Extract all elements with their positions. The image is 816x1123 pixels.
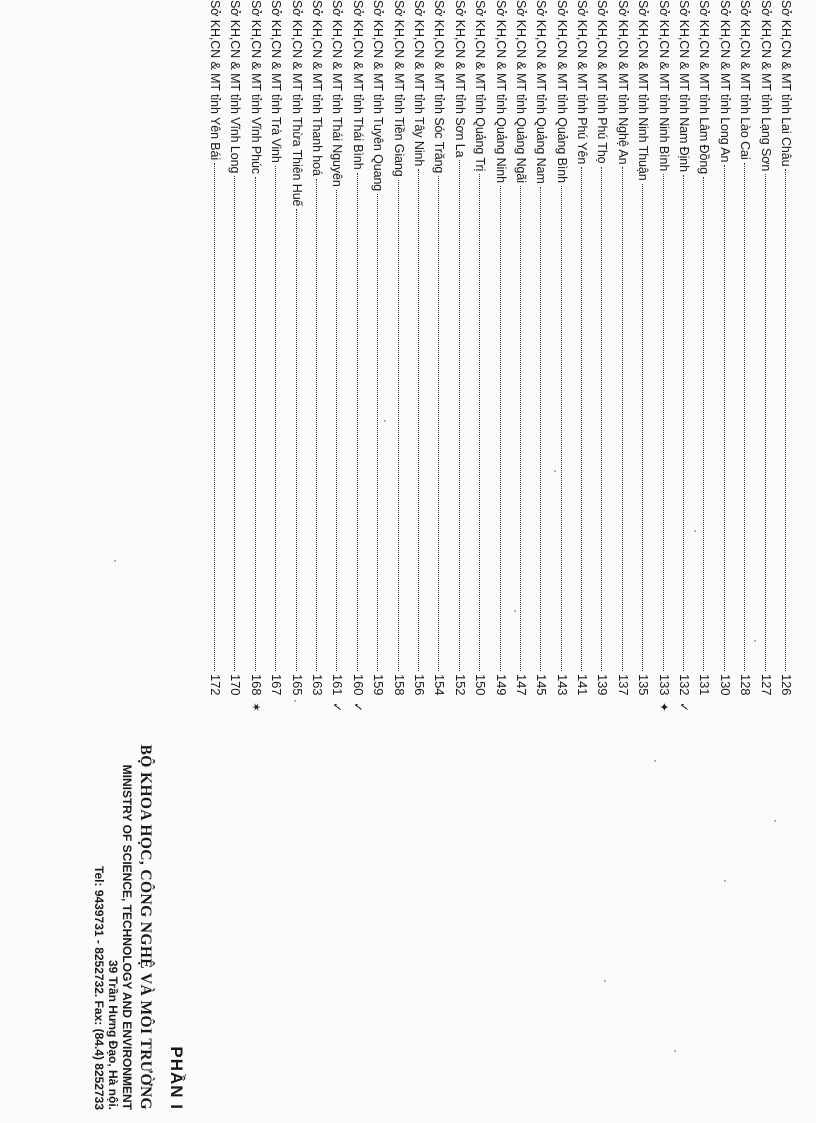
toc-dot-leader: [581, 167, 582, 671]
toc-entry-label: Sở KH,CN & MT tỉnh Lạng Sơn: [758, 0, 773, 172]
scan-speck: [384, 420, 386, 422]
toc-dot-leader: [683, 175, 684, 671]
toc-entry-label: Sở KH,CN & MT tỉnh Thanh hoá: [310, 0, 325, 176]
toc-entry-label: Sở KH,CN & MT tỉnh Sơn La: [452, 0, 467, 158]
toc-entry: [694, 0, 714, 718]
toc-entry: [531, 0, 551, 718]
toc-dot-leader: [744, 163, 745, 671]
scan-speck: [514, 610, 516, 612]
toc-entry-label: Sở KH,CN & MT tỉnh Vĩnh Long: [228, 0, 243, 174]
toc-dot-leader: [540, 187, 541, 671]
toc-entry-label: Sở KH,CN & MT tỉnh Quảng Trị: [473, 0, 488, 172]
toc-entry-label: Sở KH,CN & MT tỉnh Tiền Giang: [391, 0, 406, 177]
toc-entry-label: Sở KH,CN & MT tỉnh Quảng Ngãi: [513, 0, 528, 183]
toc-entry-page: 131: [697, 674, 713, 696]
scan-speck: [294, 700, 296, 702]
handwritten-mark-icon: ✓: [350, 702, 365, 712]
handwritten-mark-icon: ✦: [656, 702, 671, 712]
toc-entry-page: 130: [717, 674, 733, 696]
toc-entry-label: Sở KH,CN & MT tỉnh Nghệ An: [615, 0, 630, 165]
toc-dot-leader: [438, 176, 439, 671]
toc-entry-label: Sở KH,CN & MT tỉnh Quảng Nam: [534, 0, 549, 184]
toc-dot-leader: [663, 174, 664, 671]
toc-entry-page: 147: [513, 674, 529, 696]
toc-entry: [245, 0, 265, 718]
toc-entry: [735, 0, 755, 718]
toc-entry-label: Sở KH,CN & MT tỉnh Long An: [717, 0, 732, 163]
toc-entry: [653, 0, 673, 718]
toc-entry: [776, 0, 796, 718]
toc-entry-page: 163: [310, 674, 326, 696]
toc-entry: [633, 0, 653, 718]
ministry-address: 39 Trần Hưng Đạo, Hà nội.: [106, 959, 120, 1110]
toc-entry-label: Sở KH,CN & MT tỉnh Phú Thọ: [595, 0, 610, 164]
toc-dot-leader: [316, 179, 317, 671]
toc-dot-leader: [724, 165, 725, 671]
toc-entry-page: 161: [330, 674, 346, 696]
toc-dot-leader: [765, 174, 766, 671]
toc-dot-leader: [622, 167, 623, 671]
toc-entry-label: Sở KH,CN & MT tỉnh Quảng Ninh: [493, 0, 508, 183]
toc-entry: [225, 0, 245, 718]
ministry-name-english: MINISTRY OF SCIENCE, TECHNOLOGY AND ENVIRONMENT: [120, 764, 134, 1110]
toc-dot-leader: [459, 160, 460, 671]
toc-entry: [388, 0, 408, 718]
scan-speck: [604, 980, 606, 982]
toc-entry: [286, 0, 306, 718]
toc-entry-page: 149: [493, 674, 509, 696]
toc-entry: [490, 0, 510, 718]
toc-entry: [714, 0, 734, 718]
toc-entry-label: Sở KH,CN & MT tỉnh Vĩnh Phúc: [248, 0, 263, 174]
toc-entry-page: 133: [656, 674, 672, 696]
toc-entry-label: Sở KH,CN & MT tỉnh Sóc Trăng: [432, 0, 447, 174]
toc-entry: [429, 0, 449, 718]
toc-entry-page: 160: [350, 674, 366, 696]
scan-speck: [114, 560, 116, 562]
toc-dot-leader: [296, 209, 297, 671]
toc-entry: [470, 0, 490, 718]
toc-entry: [266, 0, 286, 718]
toc-dot-leader: [642, 184, 643, 671]
toc-entry: [572, 0, 592, 718]
toc-dot-leader: [479, 174, 480, 671]
toc-entry: [551, 0, 571, 718]
scan-speck: [654, 760, 656, 762]
toc-entry-label: Sở KH,CN & MT tỉnh Quảng Bình: [554, 0, 569, 183]
toc-entry-label: Sở KH,CN & MT tỉnh Ninh Thuận: [636, 0, 651, 181]
toc-entry: [327, 0, 347, 718]
toc-entry: [307, 0, 327, 718]
toc-entry-page: 159: [371, 674, 387, 696]
ministry-name-vietnamese: BỘ KHOA HỌC, CÔNG NGHỆ VÀ MÔI TRƯỜNG: [137, 744, 154, 1110]
ministry-contact: Tel: 9439731 - 8252732. Fax: (84.4) 8252733: [92, 866, 106, 1110]
scan-speck: [774, 820, 776, 822]
table-of-contents: [205, 0, 796, 718]
toc-dot-leader: [336, 190, 337, 671]
toc-entry-page: 137: [615, 674, 631, 696]
scan-speck: [694, 530, 696, 532]
toc-dot-leader: [234, 176, 235, 671]
toc-entry-page: 154: [432, 674, 448, 696]
toc-entry: [368, 0, 388, 718]
toc-entry: [409, 0, 429, 718]
toc-entry-page: 139: [595, 674, 611, 696]
toc-entry-page: 128: [738, 674, 754, 696]
toc-entry-label: Sở KH,CN & MT tỉnh Ninh Bình: [656, 0, 671, 172]
toc-entry: [205, 0, 225, 718]
toc-entry-page: 126: [779, 674, 794, 696]
toc-entry-page: 145: [534, 674, 550, 696]
toc-entry: [449, 0, 469, 718]
toc-dot-leader: [785, 169, 786, 671]
scan-speck: [674, 1050, 676, 1052]
toc-entry-label: Sở KH,CN & MT tỉnh Lào Cai: [738, 0, 753, 160]
part-title: PHẦN I: [167, 1046, 186, 1110]
toc-entry-label: Sở KH,CN & MT tỉnh Thái Bình: [350, 0, 365, 170]
toc-entry: [674, 0, 694, 718]
toc-entry-label: Sở KH,CN & MT tỉnh Thừa Thiên Huế: [289, 0, 304, 207]
toc-entry-label: Sở KH,CN & MT tỉnh Thái Nguyên: [330, 0, 345, 187]
toc-entry-page: 156: [411, 674, 427, 696]
toc-entry-page: 167: [269, 674, 285, 696]
toc-entry-page: 132: [677, 674, 693, 696]
scan-speck: [754, 640, 756, 642]
toc-entry-label: Sở KH,CN & MT tỉnh Lâm Đồng: [697, 0, 712, 175]
toc-entry-page: 141: [575, 674, 591, 696]
toc-entry-page: 127: [758, 674, 774, 696]
toc-entry: [592, 0, 612, 718]
toc-entry: [347, 0, 367, 718]
toc-entry-page: 172: [208, 674, 224, 696]
toc-entry-label: Sở KH,CN & MT tỉnh Lai Châu: [779, 0, 793, 167]
toc-entry-label: Sở KH,CN & MT tỉnh Nam Định: [677, 0, 692, 172]
toc-entry-label: Sở KH,CN & MT tỉnh Phú Yên: [575, 0, 590, 165]
toc-entry-page: 165: [289, 674, 305, 696]
toc-entry-label: Sở KH,CN & MT tỉnh Trà Vinh: [269, 0, 284, 163]
handwritten-mark-icon: ✶: [248, 702, 263, 712]
toc-entry-page: 170: [228, 674, 244, 696]
ministry-block: [92, 650, 186, 1110]
toc-entry-label: Sở KH,CN & MT tỉnh Tuyên Quang: [371, 0, 386, 192]
toc-dot-leader: [418, 169, 419, 671]
toc-dot-leader: [561, 186, 562, 671]
toc-dot-leader: [275, 166, 276, 671]
toc-entry-page: 152: [452, 674, 468, 696]
toc-entry: [755, 0, 775, 718]
toc-dot-leader: [601, 167, 602, 671]
toc-entry: [612, 0, 632, 718]
toc-entry-page: 143: [554, 674, 570, 696]
scan-speck: [554, 470, 556, 472]
toc-dot-leader: [357, 173, 358, 671]
scan-speck: [724, 880, 726, 882]
toc-entry-page: 150: [473, 674, 489, 696]
toc-entry-label: Sở KH,CN & MT tỉnh Yên Bái: [208, 0, 223, 161]
toc-dot-leader: [520, 186, 521, 671]
toc-entry-page: 158: [391, 674, 407, 696]
toc-dot-leader: [214, 163, 215, 671]
toc-dot-leader: [703, 177, 704, 671]
handwritten-mark-icon: ✓: [330, 702, 345, 712]
handwritten-mark-icon: ✓: [677, 702, 692, 712]
toc-dot-leader: [377, 194, 378, 671]
toc-dot-leader: [500, 186, 501, 671]
toc-entry-page: 135: [636, 674, 652, 696]
toc-dot-leader: [398, 180, 399, 671]
toc-entry-page: 168: [248, 674, 264, 696]
toc-dot-leader: [255, 177, 256, 671]
toc-entry-label: Sở KH,CN & MT tỉnh Tây Ninh: [411, 0, 426, 167]
